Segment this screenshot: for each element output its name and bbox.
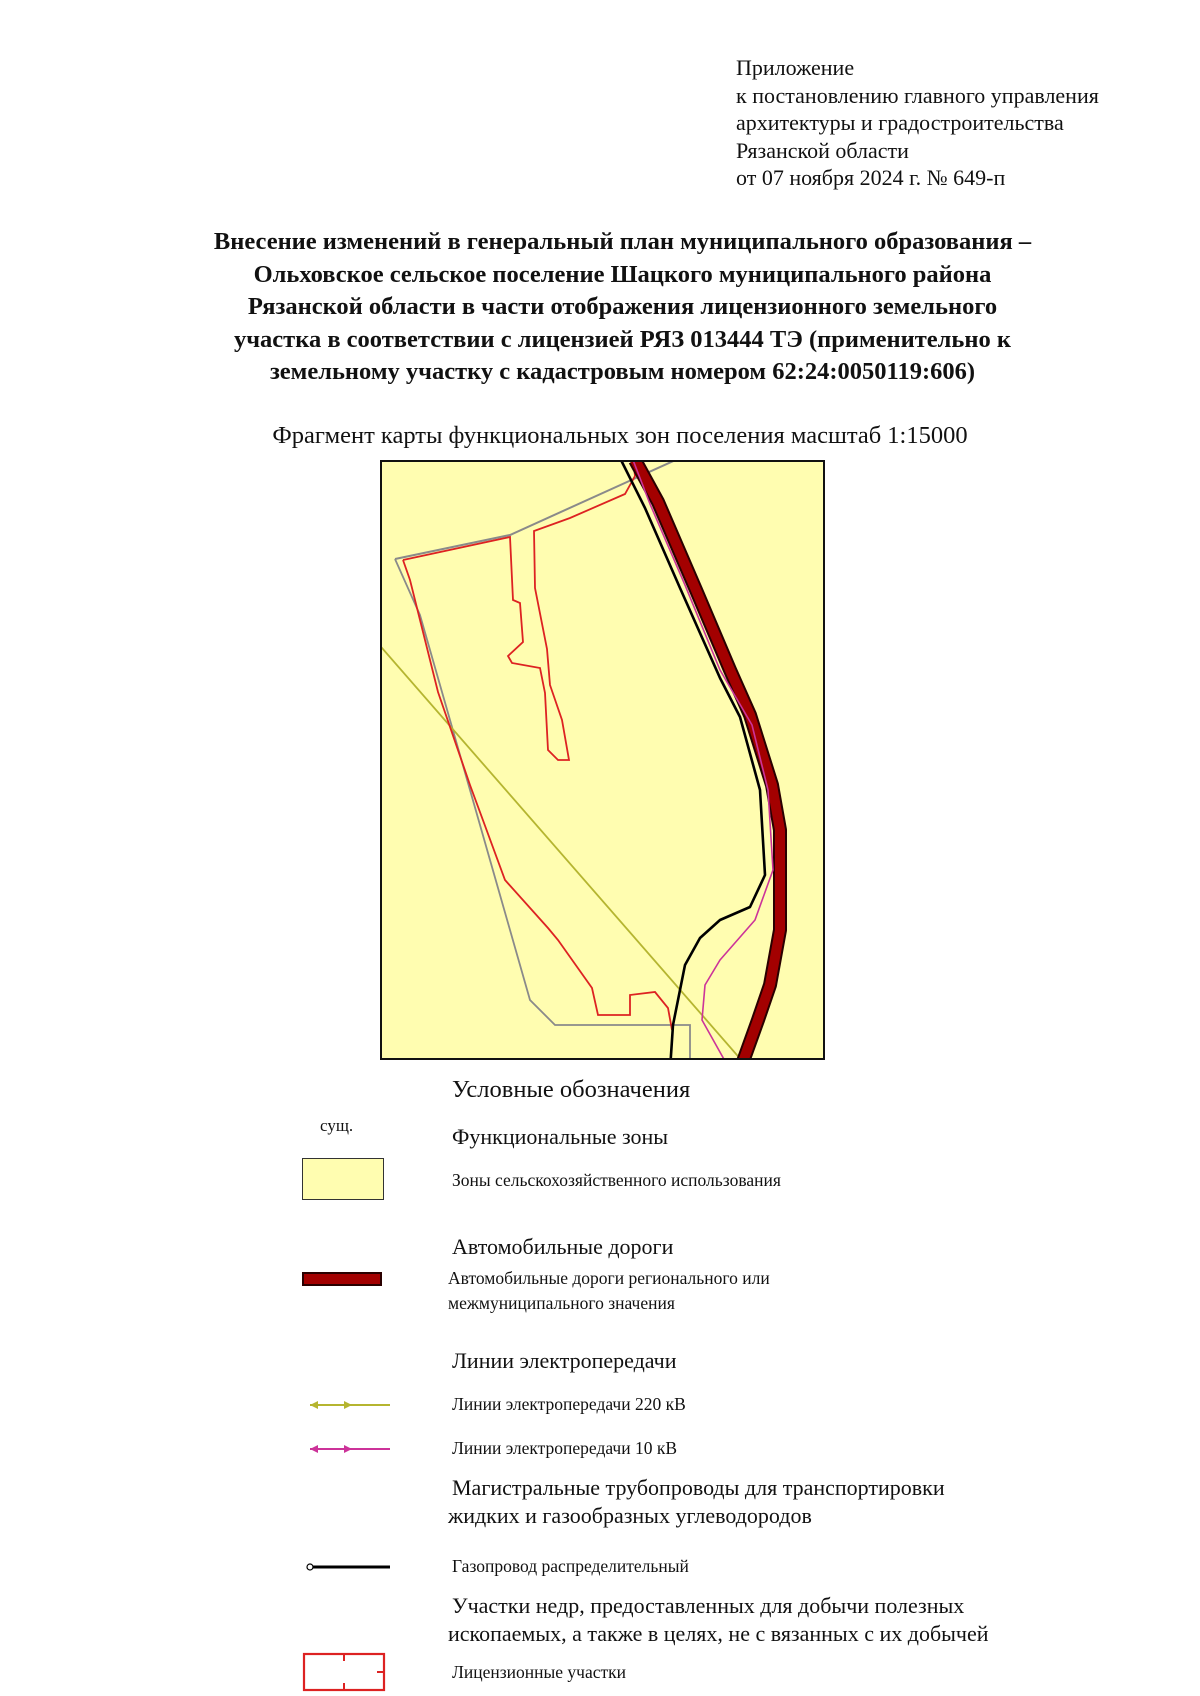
legend-item-road-line1: Автомобильные дороги регионального или [448, 1268, 770, 1288]
legend-section-subsoil-line2: ископаемых, а также в целях, не с вязанных с их добычей [448, 1621, 989, 1646]
map-svg [380, 460, 825, 1060]
legend-item-road [448, 1266, 770, 1315]
agricultural-zone-swatch [302, 1158, 384, 1200]
license-area-symbol [302, 1652, 388, 1692]
legend-item-power-10: Линии электропередачи 10 кВ [452, 1438, 678, 1458]
map-caption: Фрагмент карты функциональных зон поселения масштаб 1:15000 [272, 422, 968, 449]
legend-item-license: Лицензионные участки [452, 1662, 626, 1682]
appendix-block [736, 54, 1099, 192]
legend-item-road-line2: межмуниципального значения [448, 1292, 675, 1313]
title-line: участка в соответствии с лицензией РЯЗ 013444 ТЭ (применительно к [233, 325, 1011, 353]
title-line: Внесение изменений в генеральный план муниципального образования – [213, 228, 1032, 255]
appendix-line: Рязанской области [736, 137, 909, 163]
appendix-line: к постановлению главного управления [736, 82, 1099, 108]
gas-pipeline-symbol [306, 1561, 392, 1573]
title-line: земельному участку с кадастровым номером 62:24:0050119:606) [269, 358, 976, 385]
document-title [100, 226, 1145, 389]
legend-item-power-220: Линии электропередачи 220 кВ [452, 1394, 686, 1414]
appendix-date-line: от 07 ноября 2024 г. № 649-п [736, 165, 1006, 190]
legend-section-zones: Функциональные зоны [452, 1124, 669, 1149]
appendix-line: Приложение [736, 55, 855, 80]
regional-road-swatch [302, 1272, 382, 1286]
legend-title: Условные обозначения [452, 1076, 691, 1103]
power-220kv-symbol [308, 1398, 392, 1412]
appendix-line: архитектуры и градостроительства [736, 110, 1064, 135]
legend-section-subsoil-line1: Участки недр, предоставленных для добычи полезных [452, 1593, 965, 1618]
legend-section-subsoil [448, 1592, 989, 1648]
title-line: Рязанской области в части отображения лицензионного земельного [247, 293, 998, 320]
legend-section-pipelines [448, 1474, 945, 1530]
legend-section-power: Линии электропередачи [452, 1348, 677, 1373]
title-line: Ольховское сельское поселение Шацкого муниципального района [253, 260, 992, 288]
legend-section-pipelines-line1: Магистральные трубопроводы для транспортировки [452, 1475, 945, 1500]
legend-column-label: сущ. [320, 1116, 354, 1135]
map-fragment [380, 460, 825, 1060]
legend-item-agri-zone: Зоны сельскохозяйственного использования [452, 1170, 781, 1190]
legend-section-roads: Автомобильные дороги [452, 1234, 674, 1259]
legend-section-pipelines-line2: жидких и газообразных углеводородов [448, 1503, 812, 1528]
power-10kv-symbol [308, 1442, 392, 1456]
legend-item-gas: Газопровод распределительный [452, 1556, 689, 1576]
